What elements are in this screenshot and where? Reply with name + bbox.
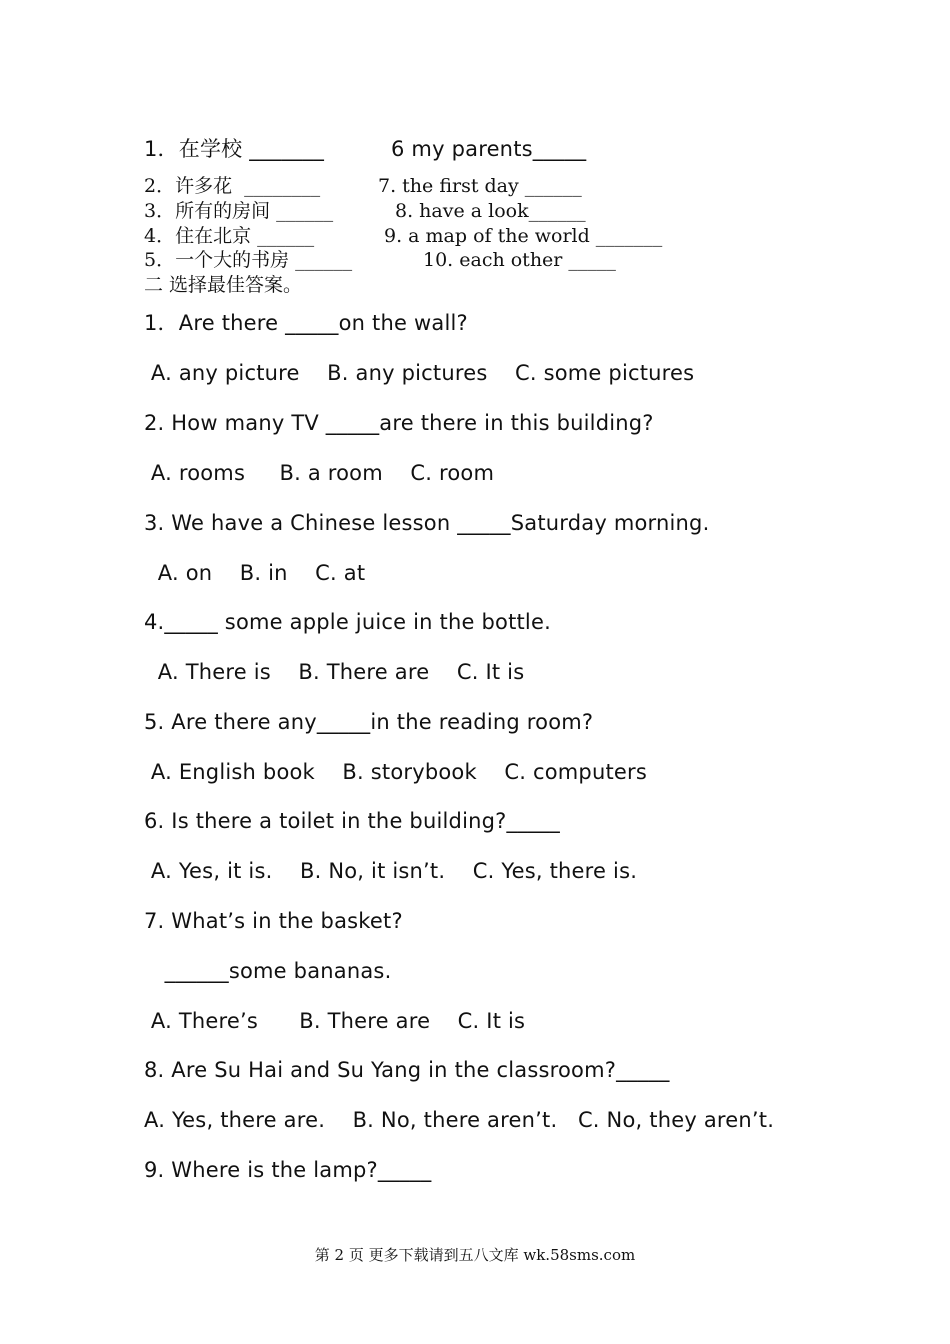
question-9: 9. Where is the lamp?_____ (144, 1158, 432, 1182)
question-7-options: A. There’s B. There are C. It is (144, 1009, 526, 1033)
question-4: 4._____ some apple juice in the bottle. (144, 610, 551, 634)
vocab-6-right: 6 my parents_____ (391, 137, 587, 161)
question-6: 6. Is there a toilet in the building?_____ (144, 809, 560, 833)
vocab-4-left: 4．住在北京 ______ (144, 225, 315, 247)
question-1-options: A. any picture B. any pictures C. some pictures (144, 361, 695, 385)
vocab-8-right: 8. have a look______ (395, 200, 586, 222)
question-2: 2. How many TV _____are there in this building? (144, 411, 654, 435)
question-1: 1．Are there _____on the wall? (144, 311, 468, 335)
section-2-title: 二 选择最佳答案。 (144, 274, 303, 296)
page-footer: 第 2 页 更多下载请到五八文库 wk.58sms.com (314, 1246, 636, 1264)
vocab-10-right: 10. each other _____ (423, 249, 616, 271)
question-3-options: A. on B. in C. at (144, 561, 366, 585)
question-8-options: A. Yes, there are. B. No, there aren’t. C. No, they aren’t. (144, 1108, 775, 1132)
question-7-answer-line: ______some bananas. (144, 959, 392, 983)
vocab-7-right: 7. the first day ______ (378, 175, 582, 197)
question-2-options: A. rooms B. a room C. room (144, 461, 495, 485)
question-3: 3. We have a Chinese lesson _____Saturday morning. (144, 511, 710, 535)
vocab-5-left: 5．一个大的书房 ______ (144, 249, 353, 271)
vocab-9-right: 9. a map of the world _______ (384, 225, 663, 247)
vocab-2-left: 2．许多花 ________ (144, 175, 321, 197)
vocab-3-left: 3．所有的房间 ______ (144, 200, 334, 222)
question-8: 8. Are Su Hai and Su Yang in the classroom?_____ (144, 1058, 670, 1082)
question-4-options: A. There is B. There are C. It is (144, 660, 525, 684)
question-5: 5. Are there any_____in the reading room? (144, 710, 594, 734)
question-7: 7. What’s in the basket? (144, 909, 403, 933)
vocab-1-left: 1．在学校 _______ (144, 137, 325, 161)
question-5-options: A. English book B. storybook C. computers (144, 760, 647, 784)
question-6-options: A. Yes, it is. B. No, it isn’t. C. Yes, there is. (144, 859, 638, 883)
